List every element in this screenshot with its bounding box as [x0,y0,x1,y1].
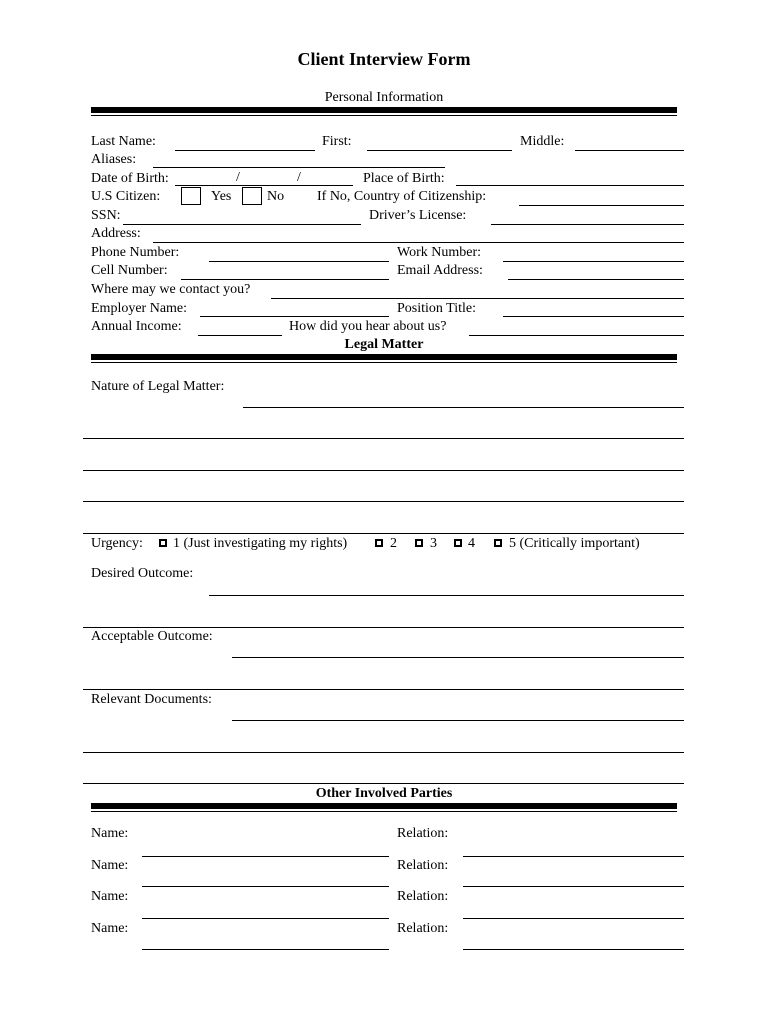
relevant-documents-label: Relevant Documents: [91,692,212,707]
nature-field-line[interactable] [83,470,684,471]
nature-field-line[interactable] [83,533,684,534]
nature-field-line[interactable] [83,501,684,502]
other-parties-header: Other Involved Parties [315,786,453,801]
work-number-label: Work Number: [397,245,482,260]
party-name-label: Name: [91,858,129,873]
party-relation-label: Relation: [397,921,449,936]
first-name-field[interactable] [367,150,512,151]
middle-name-label: Middle: [520,134,565,149]
relevant-documents-line[interactable] [83,752,684,753]
party-name-label: Name: [91,921,129,936]
dob-label: Date of Birth: [91,171,169,186]
party-relation-field[interactable] [463,918,684,919]
urgency-5-label: 5 (Critically important) [509,536,640,551]
referral-label: How did you hear about us? [289,319,447,334]
urgency-label: Urgency: [91,536,143,551]
annual-income-label: Annual Income: [91,319,182,334]
section-divider-thin [91,362,677,363]
acceptable-outcome-line[interactable] [83,689,684,690]
personal-info-header: Personal Information [324,90,444,105]
us-citizen-label: U.S Citizen: [91,189,161,204]
contact-field[interactable] [271,298,684,299]
dob-slash: / [297,170,301,185]
nature-field-line[interactable] [243,407,684,408]
citizen-no-checkbox[interactable] [242,187,262,205]
party-relation-field[interactable] [463,949,684,950]
position-title-label: Position Title: [397,301,476,316]
party-name-field[interactable] [142,949,389,950]
section-divider-thin [91,811,677,812]
citizen-no-label: No [267,189,285,204]
aliases-field[interactable] [153,167,445,168]
page-title: Client Interview Form [297,49,471,69]
ssn-field[interactable] [123,224,361,225]
citizen-yes-checkbox[interactable] [181,187,201,205]
acceptable-outcome-label: Acceptable Outcome: [91,629,213,644]
drivers-license-label: Driver’s License: [369,208,467,223]
last-name-label: Last Name: [91,134,156,149]
party-name-field[interactable] [142,918,389,919]
aliases-label: Aliases: [91,152,137,167]
ssn-label: SSN: [91,208,121,223]
section-divider [91,354,677,360]
urgency-2-label: 2 [390,536,397,551]
party-relation-field[interactable] [463,856,684,857]
party-name-label: Name: [91,889,129,904]
place-of-birth-field[interactable] [456,185,684,186]
middle-name-field[interactable] [575,150,684,151]
urgency-1-label: 1 (Just investigating my rights) [173,536,348,551]
country-of-citizenship-field[interactable] [519,205,684,206]
urgency-4-checkbox[interactable] [454,539,462,547]
email-address-field[interactable] [508,279,684,280]
first-name-label: First: [322,134,352,149]
urgency-3-label: 3 [430,536,437,551]
party-relation-label: Relation: [397,826,449,841]
relevant-documents-line[interactable] [232,720,684,721]
employer-name-field[interactable] [200,316,389,317]
section-divider [91,803,677,809]
urgency-1-checkbox[interactable] [159,539,167,547]
nature-label: Nature of Legal Matter: [91,379,225,394]
position-title-field[interactable] [503,316,684,317]
referral-field[interactable] [469,335,684,336]
phone-number-field[interactable] [209,261,389,262]
party-relation-label: Relation: [397,889,449,904]
last-name-field[interactable] [175,150,315,151]
citizen-yes-label: Yes [211,189,232,204]
party-name-label: Name: [91,826,129,841]
email-address-label: Email Address: [397,263,483,278]
legal-matter-header: Legal Matter [344,337,424,352]
phone-number-label: Phone Number: [91,245,180,260]
place-of-birth-label: Place of Birth: [363,171,445,186]
urgency-4-label: 4 [468,536,475,551]
desired-outcome-label: Desired Outcome: [91,566,194,581]
section-divider [91,107,677,113]
dob-slash: / [236,170,240,185]
party-name-field[interactable] [142,886,389,887]
cell-number-field[interactable] [181,279,389,280]
address-label: Address: [91,226,141,241]
party-name-field[interactable] [142,856,389,857]
desired-outcome-line[interactable] [83,627,684,628]
drivers-license-field[interactable] [491,224,684,225]
desired-outcome-line[interactable] [209,595,684,596]
contact-label: Where may we contact you? [91,282,251,297]
annual-income-field[interactable] [198,335,282,336]
section-divider-thin [91,115,677,116]
party-relation-field[interactable] [463,886,684,887]
relevant-documents-line[interactable] [83,783,684,784]
work-number-field[interactable] [503,261,684,262]
nature-field-line[interactable] [83,438,684,439]
urgency-2-checkbox[interactable] [375,539,383,547]
employer-name-label: Employer Name: [91,301,188,316]
dob-field[interactable] [175,185,353,186]
cell-number-label: Cell Number: [91,263,168,278]
acceptable-outcome-line[interactable] [232,657,684,658]
urgency-5-checkbox[interactable] [494,539,502,547]
address-field[interactable] [153,242,684,243]
country-of-citizenship-label: If No, Country of Citizenship: [317,189,487,204]
party-relation-label: Relation: [397,858,449,873]
urgency-3-checkbox[interactable] [415,539,423,547]
